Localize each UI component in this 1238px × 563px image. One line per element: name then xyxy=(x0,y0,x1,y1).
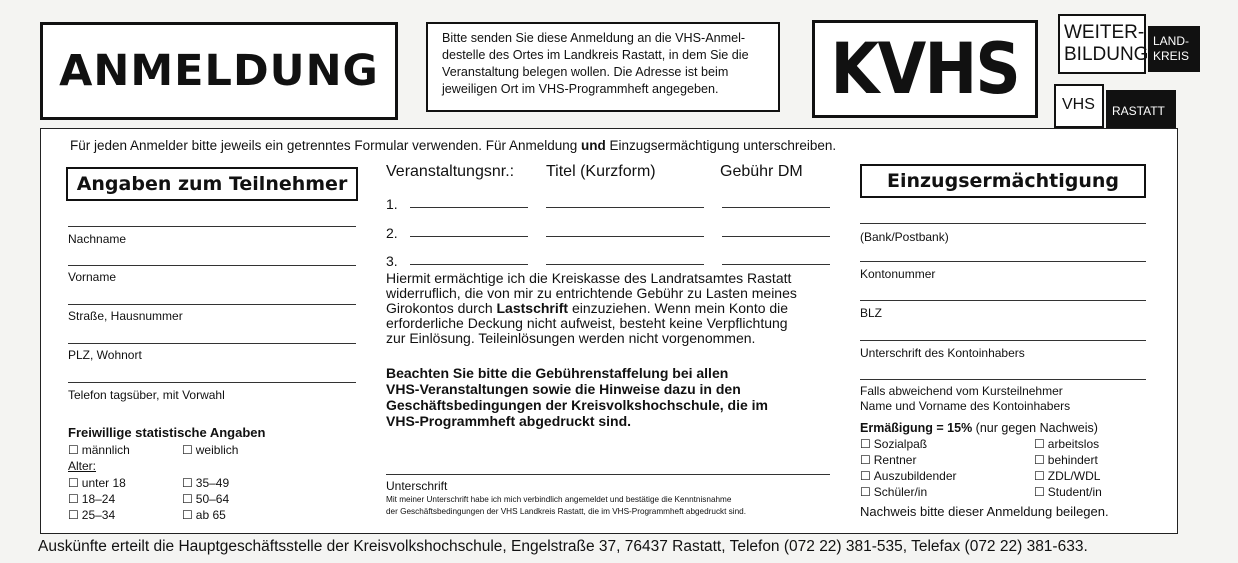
logo-weiterbildung xyxy=(1058,14,1149,74)
account-field[interactable] xyxy=(860,261,1146,262)
firstname-label: Vorname xyxy=(68,270,117,284)
checkbox-discount[interactable] xyxy=(1034,437,1099,451)
surname-label: Nachname xyxy=(68,232,127,246)
checkbox-age[interactable] xyxy=(68,492,115,506)
event-fee-field[interactable] xyxy=(722,236,830,237)
logo-text: KREIS xyxy=(1153,49,1190,63)
text-line: VHS-Veranstaltungen sowie die Hinweise dazu in den xyxy=(386,381,741,397)
checkbox-male[interactable] xyxy=(68,443,130,457)
checkbox-label: Rentner xyxy=(873,453,917,467)
event-number-field[interactable] xyxy=(410,264,528,265)
event-title-field[interactable] xyxy=(546,264,704,265)
bank-label: (Bank/Postbank) xyxy=(860,230,949,244)
logo-text: WEITER- xyxy=(1064,22,1145,43)
signature-disclaimer xyxy=(386,494,746,518)
event-title-field[interactable] xyxy=(546,236,704,237)
discount-bold: Ermäßigung = 15% xyxy=(860,421,973,435)
text-line: Geschäftsbedingungen der Kreisvolkshochschule, die im xyxy=(386,397,768,413)
event-row-number: 2. xyxy=(386,225,398,241)
text-line: Mit meiner Unterschrift habe ich mich verbindlich angemeldet und bestätige die Kenntnisnahme xyxy=(386,495,732,504)
city-field[interactable] xyxy=(68,343,356,344)
fee-notice xyxy=(386,365,832,429)
firstname-field[interactable] xyxy=(68,265,356,266)
checkbox-label: Schüler/in xyxy=(873,485,928,499)
checkbox-age[interactable] xyxy=(182,476,229,490)
checkbox-discount[interactable] xyxy=(1034,469,1100,483)
checkbox-label: ZDL/WDL xyxy=(1047,469,1101,483)
checkbox-label: 35–49 xyxy=(195,476,230,490)
holder-signature-label: Unterschrift des Kontoinhabers xyxy=(860,346,1025,360)
statistics-heading: Freiwillige statistische Angaben xyxy=(68,425,266,440)
checkbox-label: ab 65 xyxy=(195,508,226,522)
blz-label: BLZ xyxy=(860,306,883,320)
checkbox-label: unter 18 xyxy=(81,476,126,490)
text-line: Hiermit ermächtige ich die Kreiskasse des Landratsamtes Rastatt xyxy=(386,270,792,286)
phone-label: Telefon tagsüber, mit Vorwahl xyxy=(68,388,225,402)
note-line: Veranstaltung belegen wollen. Die Adresse ist beim xyxy=(442,65,729,79)
logo-text: BILDUNG xyxy=(1064,44,1149,65)
bank-field[interactable] xyxy=(860,223,1146,224)
checkbox-age[interactable] xyxy=(68,508,115,522)
logo-landkreis xyxy=(1148,26,1200,72)
intro-bold: und xyxy=(581,138,606,153)
text-part: einzuziehen. Wenn mein Konto die xyxy=(568,300,789,316)
checkbox-label: Student/in xyxy=(1047,485,1102,499)
event-fee-field[interactable] xyxy=(722,207,830,208)
discount-heading xyxy=(860,421,1098,435)
checkbox-age[interactable] xyxy=(182,492,229,506)
text-part: Girokontos durch xyxy=(386,300,497,316)
text-line: Falls abweichend vom Kursteilnehmer xyxy=(860,384,1063,398)
proof-note: Nachweis bitte dieser Anmeldung beilegen. xyxy=(860,504,1109,519)
city-label: PLZ, Wohnort xyxy=(68,348,142,362)
event-row-number: 3. xyxy=(386,253,398,269)
checkbox-discount[interactable] xyxy=(860,453,916,467)
logo-text: LAND- xyxy=(1153,34,1190,48)
checkbox-label: 18–24 xyxy=(81,492,116,506)
event-fee-field[interactable] xyxy=(722,264,830,265)
note-line: Bitte senden Sie diese Anmeldung an die VHS-Anmel- xyxy=(442,31,746,45)
text-line: der Geschäftsbedingungen der VHS Landkreis Rastatt, die im VHS-Programmheft abgedruckt sind. xyxy=(386,507,746,516)
logo-vhs: VHS xyxy=(1054,84,1104,128)
form-intro xyxy=(70,138,836,153)
account-label: Kontonummer xyxy=(860,267,936,281)
intro-text: Einzugsermächtigung unterschreiben. xyxy=(605,138,837,153)
submission-note xyxy=(426,22,780,112)
participant-heading: Angaben zum Teilnehmer xyxy=(66,167,358,201)
authorization-text xyxy=(386,271,832,346)
event-number-field[interactable] xyxy=(410,207,528,208)
text-line: widerruflich, die von mir zu entrichtende Gebühr zu Lasten meines xyxy=(386,285,797,301)
discount-note: (nur gegen Nachweis) xyxy=(972,421,1098,435)
text-line: VHS-Programmheft abgedruckt sind. xyxy=(386,413,632,429)
text-line: Beachten Sie bitte die Gebührenstaffelung bei allen xyxy=(386,365,729,381)
text-line xyxy=(386,301,832,316)
checkbox-female[interactable] xyxy=(182,443,238,457)
checkbox-label: männlich xyxy=(81,443,130,457)
blz-field[interactable] xyxy=(860,300,1146,301)
checkbox-age[interactable] xyxy=(182,508,226,522)
checkbox-label: Auszubildender xyxy=(873,469,957,483)
checkbox-age[interactable] xyxy=(68,476,126,490)
phone-field[interactable] xyxy=(68,382,356,383)
event-title-field[interactable] xyxy=(546,207,704,208)
checkbox-label: 25–34 xyxy=(81,508,116,522)
checkbox-discount[interactable] xyxy=(860,469,957,483)
street-label: Straße, Hausnummer xyxy=(68,309,183,323)
holder-signature-field[interactable] xyxy=(860,340,1146,341)
signature-label: Unterschrift xyxy=(386,479,448,493)
col-event-fee: Gebühr DM xyxy=(720,163,803,180)
brand-box xyxy=(812,20,1038,118)
event-row-number: 1. xyxy=(386,196,398,212)
brand-logo: KVHS xyxy=(830,28,1020,110)
text-line: erforderliche Deckung nicht aufweist, besteht keine Verpflichtung xyxy=(386,315,788,331)
age-label: Alter: xyxy=(68,459,97,473)
page-title: ANMELDUNG xyxy=(59,46,379,96)
surname-field[interactable] xyxy=(68,226,356,227)
checkbox-discount[interactable] xyxy=(860,485,927,499)
checkbox-label: Sozialpaß xyxy=(873,437,928,451)
checkbox-discount[interactable] xyxy=(1034,485,1102,499)
holder-name-field[interactable] xyxy=(860,379,1146,380)
street-field[interactable] xyxy=(68,304,356,305)
text-bold: Lastschrift xyxy=(496,300,569,316)
col-event-number: Veranstaltungsnr.: xyxy=(386,163,515,180)
col-event-title: Titel (Kurzform) xyxy=(546,163,656,180)
footer-contact: Auskünfte erteilt die Hauptgeschäftsstelle der Kreisvolkshochschule, Engelstraße 37, 76437 Rastatt, Telefon (072 22) 381-535, Telefax (072 22) 381-633. xyxy=(38,538,1088,555)
checkbox-discount[interactable] xyxy=(860,437,927,451)
checkbox-label: arbeitslos xyxy=(1047,437,1100,451)
title-box xyxy=(40,22,398,120)
checkbox-label: behindert xyxy=(1047,453,1098,467)
text-line: zur Einlösung. Teileinlösungen werden nicht vorgenommen. xyxy=(386,330,756,346)
text-line: Name und Vorname des Kontoinhabers xyxy=(860,399,1071,413)
event-number-field[interactable] xyxy=(410,236,528,237)
checkbox-label: 50–64 xyxy=(195,492,230,506)
signature-field[interactable] xyxy=(386,474,830,475)
logo-rastatt: RASTATT xyxy=(1106,90,1176,134)
debit-heading: Einzugsermächtigung xyxy=(860,164,1146,198)
intro-text: Für jeden Anmelder bitte jeweils ein getrenntes Formular verwenden. Für Anmeldung xyxy=(70,138,582,153)
holder-name-label xyxy=(860,384,1070,414)
note-line: jeweiligen Ort im VHS-Programmheft angegeben. xyxy=(442,82,719,96)
checkbox-discount[interactable] xyxy=(1034,453,1098,467)
note-line: destelle des Ortes im Landkreis Rastatt, in dem Sie die xyxy=(442,48,749,62)
checkbox-label: weiblich xyxy=(195,443,239,457)
